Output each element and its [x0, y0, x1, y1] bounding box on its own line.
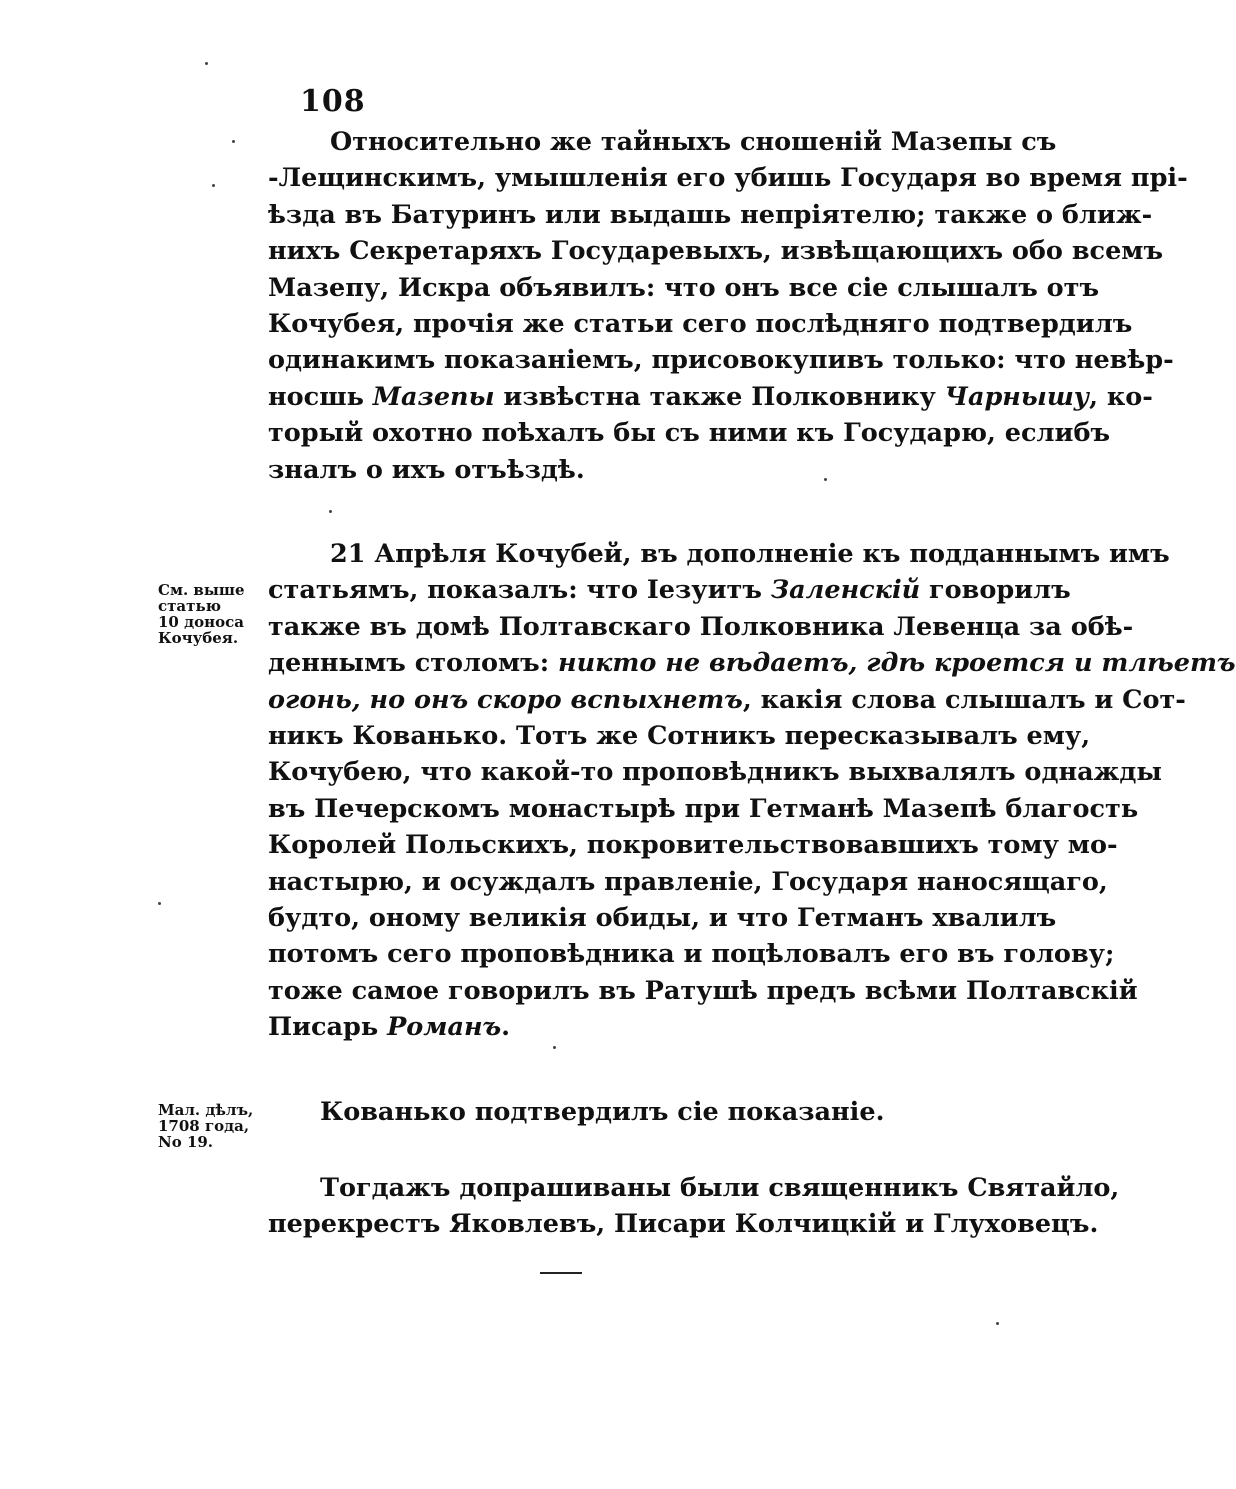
- text-line: зналъ о ихъ отъѣздѣ.: [268, 454, 585, 485]
- margin-note-line: 10 доноса: [158, 613, 244, 631]
- scan-speck: [232, 140, 235, 143]
- text-line: Кованько подтвердилъ сіе показаніе.: [320, 1097, 885, 1127]
- text-line: огонь, но онъ скоро вспыхнетъ, какія слова слышалъ и Сот-: [268, 684, 1186, 715]
- margin-note-2: [158, 1102, 268, 1150]
- text-line: носшь Мазепы извѣстна также Полковнику Чарнышу, ко-: [268, 381, 1153, 412]
- text-line: 21 Апрѣля Кочубей, въ дополненіе къ подданнымъ имъ: [330, 539, 1170, 569]
- margin-note-line: статью: [158, 597, 222, 615]
- scan-speck: [553, 1046, 556, 1049]
- text-line: никъ Кованько. Тотъ же Сотникъ пересказывалъ ему,: [268, 721, 1091, 752]
- text-line: Мазепу, Искра объявилъ: что онъ все сіе слышалъ отъ: [268, 272, 1100, 303]
- margin-note-line: См. выше: [158, 581, 245, 599]
- text-line: одинакимъ показаніемъ, присовокупивъ только: что невѣр-: [268, 345, 1174, 376]
- scan-speck: [205, 62, 208, 65]
- italic-name-charnysh: Чарнышу: [944, 381, 1090, 412]
- scan-speck: [158, 902, 161, 905]
- paragraph-1: [268, 124, 1188, 488]
- text-line: Тогдажъ допрашиваны были священникъ Святайло,: [320, 1173, 1120, 1203]
- text-line: деннымъ столомъ: никто не вѣдаетъ, гдѣ кроется и тлѣетъ: [268, 648, 1236, 679]
- paragraph-4: [268, 1170, 1120, 1243]
- end-rule: [540, 1272, 582, 1274]
- text-line: тоже самое говорилъ въ Ратушѣ предъ всѣми Полтавскій: [268, 975, 1138, 1006]
- text-line: Писарь Романъ.: [268, 1012, 511, 1043]
- text-line: Кочубея, прочія же статьи сего послѣдняго подтвердилъ: [268, 309, 1133, 340]
- text-line: также въ домѣ Полтавскаго Полковника Левенца за обѣ-: [268, 611, 1134, 642]
- text-line: въ Печерскомъ монастырѣ при Гетманѣ Мазепѣ благость: [268, 793, 1139, 824]
- scan-speck: [329, 510, 332, 513]
- scan-speck: [212, 184, 215, 187]
- text-line: будто, оному великія обиды, и что Гетманъ хвалилъ: [268, 903, 1057, 934]
- text-line: ѣзда въ Батуринъ или выдашь непріятелю; также о ближ-: [268, 199, 1153, 230]
- text-line: нихъ Секретаряхъ Государевыхъ, извѣщающихъ обо всемъ: [268, 236, 1164, 267]
- text-line: настырю, и осуждалъ правленіе, Государя наносящаго,: [268, 866, 1108, 897]
- page-number: 108: [300, 84, 366, 119]
- scan-speck: [996, 1322, 999, 1325]
- italic-name-zalenskiy: Заленскій: [770, 575, 921, 606]
- italic-name-roman: Романъ: [387, 1012, 502, 1043]
- paragraph-3: [268, 1094, 1044, 1130]
- margin-note-line: 1708 года,: [158, 1117, 250, 1135]
- italic-quote: никто не вѣдаетъ, гдѣ кроется и тлѣетъ: [558, 648, 1236, 679]
- margin-note-line: Мал. дѣлъ,: [158, 1101, 254, 1119]
- text-line: Кочубею, что какой-то проповѣдникъ выхвалялъ однажды: [268, 757, 1162, 788]
- text-line: потомъ сего проповѣдника и поцѣловалъ его въ голову;: [268, 939, 1115, 970]
- text-line: -Лещинскимъ, умышленія его убишь Государя во время прі-: [268, 163, 1188, 194]
- paragraph-2: [268, 536, 1236, 1046]
- margin-note-line: Кочубея.: [158, 629, 239, 647]
- margin-note-1: [158, 582, 268, 646]
- text-line: Королей Польскихъ, покровительствовавшихъ тому мо-: [268, 830, 1118, 861]
- text-line: статьямъ, показалъ: что Іезуитъ Заленскій говорилъ: [268, 575, 1071, 606]
- margin-note-line: No 19.: [158, 1133, 214, 1151]
- italic-quote: огонь, но онъ скоро вспыхнетъ: [268, 684, 743, 715]
- text-line: Относительно же тайныхъ сношеній Мазепы съ: [330, 127, 1057, 157]
- italic-name-mazepa: Мазепы: [372, 381, 495, 412]
- text-line: перекрестъ Яковлевъ, Писари Колчицкій и Глуховецъ.: [268, 1209, 1099, 1240]
- text-line: торый охотно поѣхалъ бы съ ними къ Государю, еслибъ: [268, 418, 1111, 449]
- scan-speck: [824, 478, 827, 481]
